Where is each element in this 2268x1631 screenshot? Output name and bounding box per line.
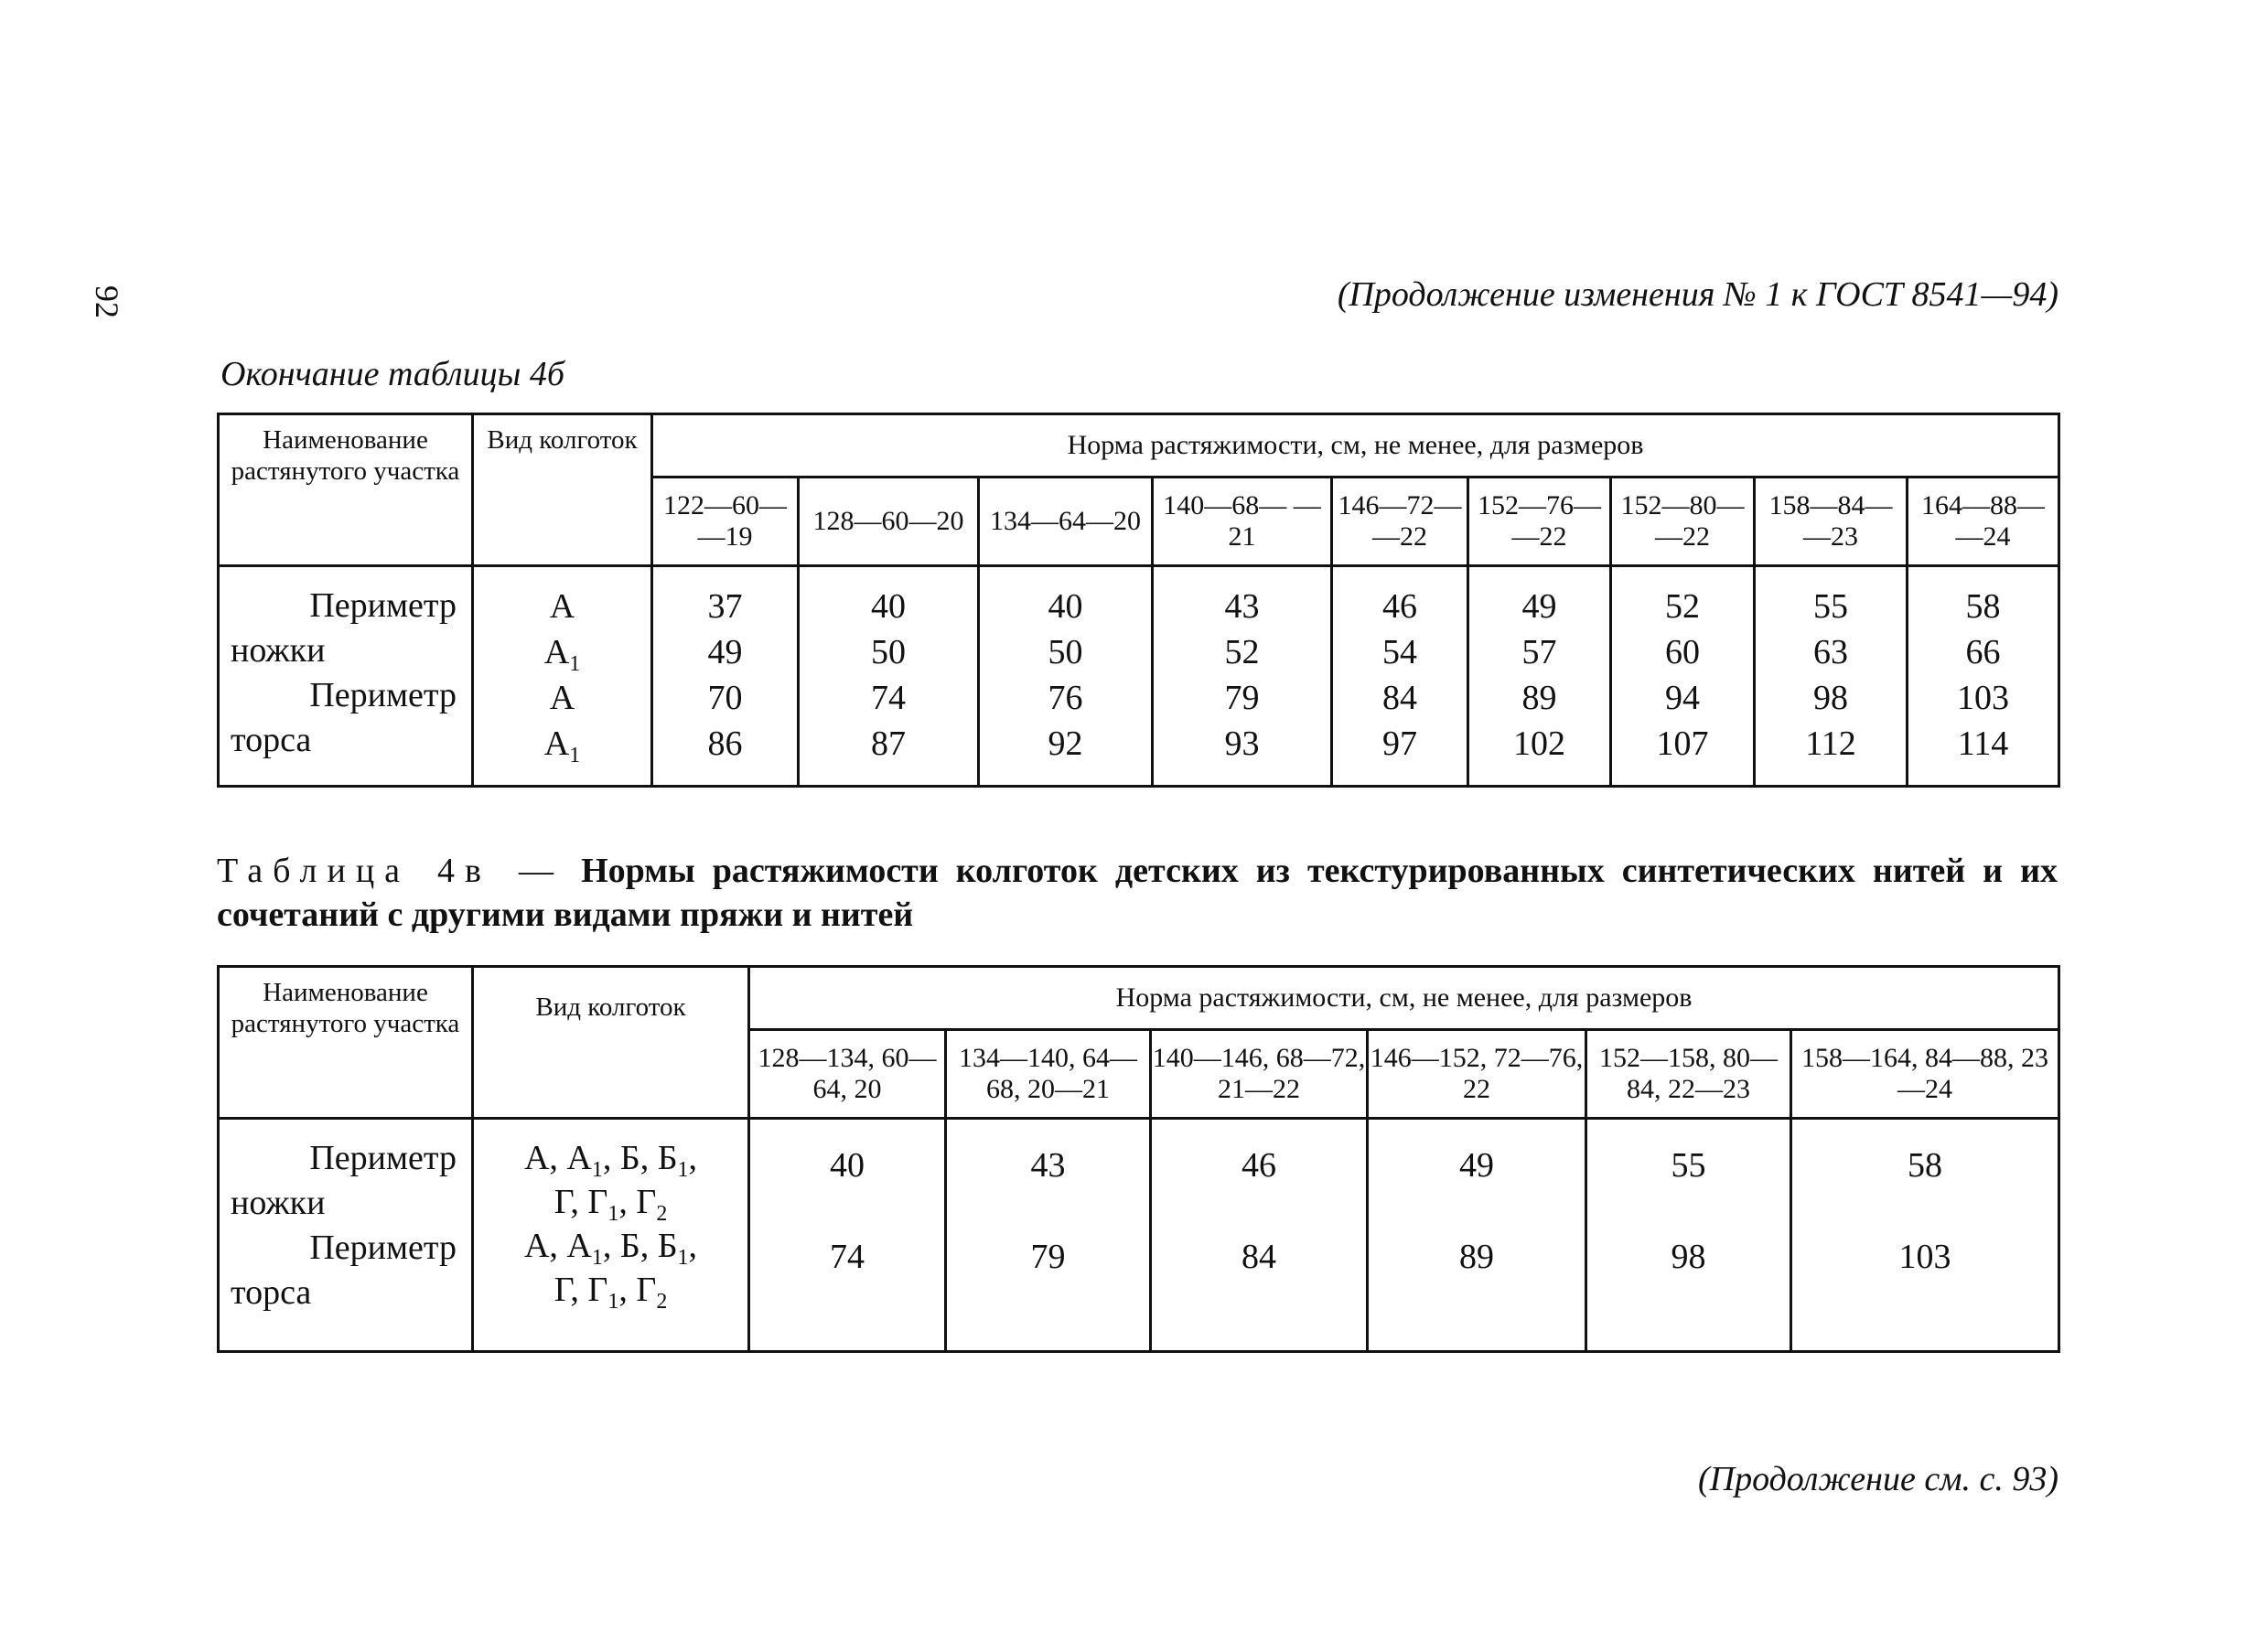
value-column (1791, 1119, 2059, 1352)
continuation-note: (Продолжение см. с. 93) (1697, 1460, 2058, 1498)
table-4v-title (217, 849, 2058, 937)
table-4v-title-prefix: Таблица 4в — (217, 852, 564, 890)
value-cell: 79 (1030, 1238, 1066, 1276)
value-cell: 49 (707, 633, 743, 671)
value-cell: 87 (871, 724, 906, 763)
row-name: торса (231, 1273, 312, 1312)
size-header: 146—72— —22 (1332, 477, 1468, 566)
value-column (1153, 566, 1332, 787)
value-cell: 94 (1665, 679, 1700, 717)
kind-cell (473, 566, 652, 787)
size-header: 152—158, 80—84, 22—23 (1586, 1030, 1791, 1119)
value-column (1368, 1119, 1586, 1352)
size-header: 134—64—20 (979, 477, 1153, 566)
value-cell: 50 (871, 633, 906, 671)
value-cell: 76 (1048, 679, 1083, 717)
value-cell: 55 (1671, 1146, 1706, 1185)
value-cell: 58 (1965, 587, 2001, 626)
kind-value: А (549, 679, 575, 717)
value-column (749, 1119, 946, 1352)
value-cell: 93 (1224, 724, 1260, 763)
value-cell: 55 (1813, 587, 1848, 626)
row-name: ножки (231, 1184, 326, 1222)
value-cell: 50 (1048, 633, 1083, 671)
value-cell: 52 (1224, 633, 1260, 671)
size-header: 158—164, 84—88, 23—24 (1791, 1030, 2059, 1119)
size-header: 158—84— —23 (1755, 477, 1908, 566)
value-column (652, 566, 799, 787)
value-cell: 89 (1521, 679, 1557, 717)
value-cell: 40 (830, 1146, 865, 1185)
table-4b (217, 413, 2060, 788)
value-cell: 89 (1459, 1238, 1494, 1276)
value-column (1468, 566, 1611, 787)
row-names-cell (219, 566, 473, 787)
row-name: торса (231, 721, 312, 759)
kind-value: $А_1$ (543, 633, 581, 676)
value-column (1332, 566, 1468, 787)
value-cell: 97 (1382, 724, 1417, 763)
value-cell: 74 (830, 1238, 865, 1276)
value-cell: 37 (707, 587, 743, 626)
size-header: 128—60—20 (799, 477, 979, 566)
header-kind: Вид колготок (473, 967, 749, 1119)
table-4v-title-text: Нормы растяжимости колготок детских из текстурированных синтетических нитей и их сочетаний с другими видами пряжи и нитей (217, 852, 2058, 934)
value-cell: 103 (1898, 1238, 1951, 1276)
value-cell: 84 (1382, 679, 1417, 717)
value-cell: 92 (1048, 724, 1083, 763)
value-cell: 66 (1965, 633, 2001, 671)
row-name: Периметр (309, 1139, 457, 1177)
header-norm: Норма растяжимости, см, не менее, для размеров (652, 414, 2059, 477)
value-cell: 46 (1241, 1146, 1276, 1185)
value-cell: 74 (871, 679, 906, 717)
value-cell: 58 (1908, 1146, 1943, 1185)
value-cell: 70 (707, 679, 743, 717)
header-name: Наименование растянутого участка (219, 967, 473, 1119)
header-name: Наименование растянутого участка (219, 414, 473, 566)
size-header: 128—134, 60—64, 20 (749, 1030, 946, 1119)
kind-value: А, $А_1$, Б, $Б_1$, (523, 1139, 698, 1182)
value-column (799, 566, 979, 787)
value-cell: 52 (1665, 587, 1700, 626)
kind-cell (473, 1119, 749, 1352)
row-name: Периметр (309, 676, 457, 714)
value-cell: 57 (1521, 633, 1557, 671)
value-cell: 102 (1513, 724, 1565, 763)
value-cell: 79 (1224, 679, 1260, 717)
row-names-cell (219, 1119, 473, 1352)
row-name: ножки (231, 631, 326, 670)
header-kind: Вид колготок (473, 414, 652, 566)
size-header: 152—80— —22 (1611, 477, 1755, 566)
size-header: 164—88— —24 (1908, 477, 2059, 566)
value-cell: 86 (707, 724, 743, 763)
kind-value: $А_1$ (543, 724, 581, 767)
size-header: 146—152, 72—76, 22 (1368, 1030, 1586, 1119)
running-head: (Продолжение изменения № 1 к ГОСТ 8541—94) (1337, 275, 2058, 314)
value-cell: 49 (1459, 1146, 1494, 1185)
value-column (1755, 566, 1908, 787)
table-4b-caption: Окончание таблицы 4б (220, 355, 564, 393)
value-cell: 49 (1521, 587, 1557, 626)
value-cell: 112 (1805, 724, 1856, 763)
kind-value: А (549, 587, 575, 626)
kind-value: Г, $Г_1$, $Г_2$ (554, 1183, 668, 1226)
value-cell: 107 (1656, 724, 1709, 763)
value-cell: 40 (1048, 587, 1083, 626)
value-cell: 40 (871, 587, 906, 626)
value-cell: 60 (1665, 633, 1700, 671)
kind-value: А, $А_1$, Б, $Б_1$, (523, 1227, 698, 1270)
value-column (1611, 566, 1755, 787)
page-number: 92 (89, 285, 125, 318)
value-column (1908, 566, 2059, 787)
value-column (946, 1119, 1151, 1352)
value-cell: 43 (1224, 587, 1260, 626)
row-name: Периметр (309, 586, 457, 625)
size-header: 152—76— —22 (1468, 477, 1611, 566)
header-norm: Норма растяжимости, см, не менее, для размеров (749, 967, 2059, 1030)
size-header: 140—146, 68—72, 21—22 (1151, 1030, 1368, 1119)
value-cell: 114 (1957, 724, 2009, 763)
value-column (979, 566, 1153, 787)
value-cell: 103 (1957, 679, 2010, 717)
size-header: 134—140, 64—68, 20—21 (946, 1030, 1151, 1119)
value-cell: 98 (1813, 679, 1848, 717)
value-column (1586, 1119, 1791, 1352)
value-cell: 98 (1671, 1238, 1706, 1276)
size-header: 122—60— —19 (652, 477, 799, 566)
value-column (1151, 1119, 1368, 1352)
kind-value: Г, $Г_1$, $Г_2$ (554, 1271, 668, 1314)
value-cell: 63 (1813, 633, 1848, 671)
value-cell: 46 (1382, 587, 1417, 626)
size-header: 140—68— —21 (1153, 477, 1332, 566)
row-name: Периметр (309, 1229, 457, 1267)
value-cell: 84 (1241, 1238, 1276, 1276)
value-cell: 54 (1382, 633, 1417, 671)
value-cell: 43 (1030, 1146, 1066, 1185)
table-4v (217, 965, 2060, 1353)
